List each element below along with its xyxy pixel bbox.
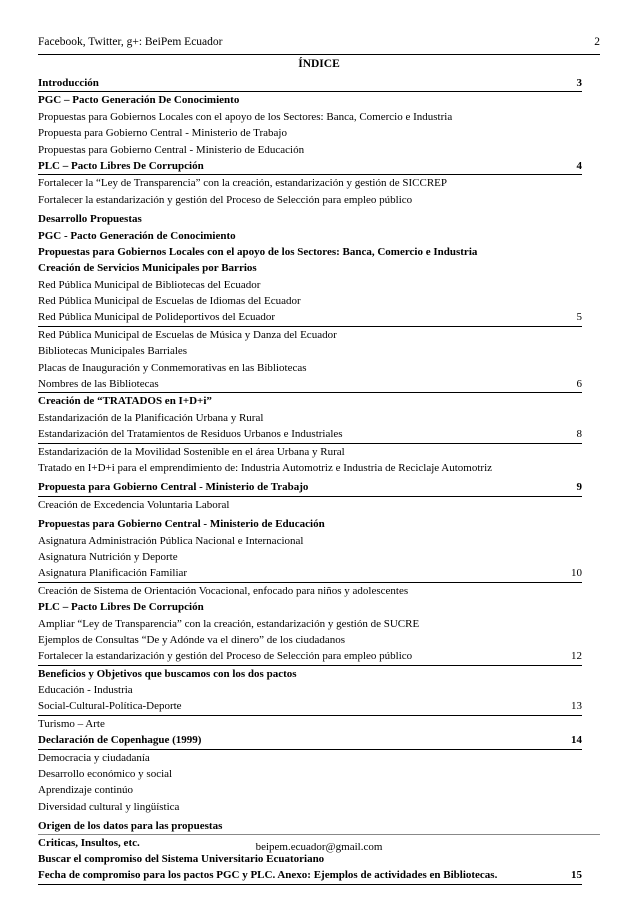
toc-entry-text: Creación de Servicios Municipales por Barrios — [38, 262, 257, 275]
toc-entry-text: Propuesta para Gobierno Central - Ministerio de Trabajo — [38, 127, 287, 140]
toc-entry-text: Fortalecer la estandarización y gestión del Proceso de Selección para empleo público — [38, 650, 413, 663]
toc-entry-text: Estandarización del Tratamientos de Residuos Urbanos e Industriales — [38, 428, 343, 441]
page-header — [38, 36, 600, 55]
toc-entry[interactable] — [38, 228, 582, 244]
toc-entry-text: Introducción — [38, 77, 99, 89]
toc-entry-text: Propuestas para Gobierno Central - Ministerio de Educación — [38, 518, 325, 531]
toc-entry[interactable] — [38, 192, 582, 208]
toc-entry[interactable] — [38, 277, 582, 293]
toc-entry-page-number: 8 — [576, 428, 582, 441]
toc-entry[interactable] — [38, 393, 582, 409]
toc-entry-page-number: 4 — [576, 159, 582, 172]
toc-entry-text: Creación de Excedencia Voluntaria Laboral — [38, 498, 230, 511]
toc-entry[interactable] — [38, 309, 582, 326]
toc-entry-text: Bibliotecas Municipales Barriales — [38, 345, 188, 358]
toc-entry[interactable] — [38, 244, 582, 260]
toc-entry[interactable] — [38, 327, 582, 343]
toc-entry[interactable] — [38, 750, 582, 766]
toc-entry-text: Fortalecer la estandarización y gestión del Proceso de Selección para empleo público — [38, 193, 413, 206]
toc-entry-text: Estandarización de la Planificación Urbana y Rural — [38, 411, 264, 424]
toc-entry[interactable] — [38, 109, 582, 125]
toc-entry-text: PLC – Pacto Libres De Corrupción — [38, 601, 204, 614]
toc-entry[interactable] — [38, 75, 582, 92]
toc-entry[interactable] — [38, 533, 582, 549]
toc-entry[interactable] — [38, 142, 582, 158]
toc-entry[interactable] — [38, 125, 582, 141]
toc-entry-text: Asignatura Administración Pública Nacional e Internacional — [38, 534, 304, 547]
toc-entry[interactable] — [38, 260, 582, 276]
toc-entry-text: Propuestas para Gobierno Central - Ministerio de Educación — [38, 143, 305, 156]
toc-entry-text: Diversidad cultural y lingüística — [38, 800, 180, 813]
toc-entry-text: Social-Cultural-Política-Deporte — [38, 700, 182, 713]
toc-entry[interactable] — [38, 444, 582, 460]
toc-entry[interactable] — [38, 851, 582, 867]
toc-entry-text: Educación - Industria — [38, 684, 133, 697]
toc-entry-text: Fecha de compromiso para los pactos PGC y PLC. Anexo: Ejemplos de actividades en Bibliotecas. — [38, 869, 498, 882]
toc-entry[interactable] — [38, 565, 582, 582]
toc-entry-text: Propuestas para Gobiernos Locales con el apoyo de los Sectores: Banca, Comercio e Industria — [38, 245, 478, 258]
toc-entry-text: Placas de Inauguración y Conmemorativas en las Bibliotecas — [38, 361, 307, 374]
toc-entry-text: Propuesta para Gobierno Central - Ministerio de Trabajo — [38, 481, 309, 494]
toc-entry[interactable] — [38, 497, 582, 513]
toc-entry-page-number: 10 — [571, 567, 582, 580]
toc-entry[interactable] — [38, 549, 582, 565]
toc-entry-text: Turismo – Arte — [38, 717, 105, 730]
toc-entry-text: Democracia y ciudadanía — [38, 751, 150, 764]
toc-entry[interactable] — [38, 682, 582, 698]
toc-entry-page-number: 14 — [571, 734, 582, 747]
toc-entry-text: Creación de Sistema de Orientación Vocacional, enfocado para niños y adolescentes — [38, 584, 409, 597]
toc-entry[interactable] — [38, 666, 582, 682]
toc-entry[interactable] — [38, 799, 582, 815]
toc-entry-text: Red Pública Municipal de Escuelas de Música y Danza del Ecuador — [38, 328, 337, 341]
toc-entry[interactable] — [38, 343, 582, 359]
toc-entry[interactable] — [38, 360, 582, 376]
footer-email: beipem.ecuador@gmail.com — [255, 841, 383, 853]
toc-entry-text: Asignatura Nutrición y Deporte — [38, 550, 178, 563]
toc-entry[interactable] — [38, 632, 582, 648]
toc-entry-text: PGC - Pacto Generación de Conocimiento — [38, 229, 236, 242]
toc-entry-text: Red Pública Municipal de Polideportivos del Ecuador — [38, 311, 276, 324]
toc-entry[interactable] — [38, 92, 582, 108]
toc-entry-text: Asignatura Planificación Familiar — [38, 567, 188, 580]
toc-entry-text: Nombres de las Bibliotecas — [38, 378, 159, 391]
toc-entry[interactable] — [38, 732, 582, 749]
toc-entry[interactable] — [38, 766, 582, 782]
toc-entry-page-number: 13 — [571, 700, 582, 713]
toc-entry-text: Red Pública Municipal de Escuelas de Idiomas del Ecuador — [38, 295, 301, 308]
toc-entry[interactable] — [38, 616, 582, 632]
toc-entry-text: Tratado en I+D+i para el emprendimiento de: Industria Automotriz e Industria de Reciclaje Automotriz — [38, 461, 493, 474]
toc-entry-page-number: 6 — [576, 378, 582, 391]
toc-entry-text: Propuestas para Gobiernos Locales con el apoyo de los Sectores: Banca, Comercio e Industria — [38, 110, 453, 123]
toc-entry[interactable] — [38, 516, 582, 532]
toc-entry[interactable] — [38, 376, 582, 393]
toc-entry[interactable] — [38, 698, 582, 715]
toc-entry[interactable] — [38, 175, 582, 191]
toc-entry-page-number: 15 — [571, 869, 582, 882]
toc-entry[interactable] — [38, 293, 582, 309]
footer-divider — [38, 834, 600, 835]
toc-entry-page-number: 12 — [571, 650, 582, 663]
toc-entry[interactable] — [38, 410, 582, 426]
toc-entry[interactable] — [38, 211, 582, 227]
table-of-contents — [38, 75, 582, 885]
toc-entry[interactable] — [38, 479, 582, 496]
page-title: ÍNDICE — [298, 58, 340, 70]
toc-entry-text: Buscar el compromiso del Sistema Universitario Ecuatoriano — [38, 852, 325, 865]
toc-entry[interactable] — [38, 583, 582, 599]
toc-entry-text: Desarrollo económico y social — [38, 768, 173, 781]
toc-entry-text: Origen de los datos para las propuestas — [38, 820, 223, 833]
toc-entry-text: PLC – Pacto Libres De Corrupción — [38, 159, 204, 172]
toc-entry-text: Desarrollo Propuestas — [38, 213, 142, 226]
toc-entry-text: PGC – Pacto Generación De Conocimiento — [38, 94, 240, 107]
header-page-number: 2 — [594, 36, 600, 48]
toc-entry[interactable] — [38, 158, 582, 175]
header-text: Facebook, Twitter, g+: BeiPem Ecuador — [38, 36, 223, 48]
toc-entry-text: Red Pública Municipal de Bibliotecas del Ecuador — [38, 278, 261, 291]
toc-entry-text: Creación de “TRATADOS en I+D+i” — [38, 395, 212, 408]
toc-entry[interactable] — [38, 867, 582, 884]
toc-entry-page-number: 5 — [576, 311, 582, 324]
toc-entry-text: Beneficios y Objetivos que buscamos con los dos pactos — [38, 667, 297, 680]
toc-entry-text: Fortalecer la “Ley de Transparencia” con la creación, estandarización y gestión de SICCREP — [38, 177, 447, 190]
toc-entry-page-number: 3 — [576, 77, 582, 89]
toc-entry-text: Estandarización de la Movilidad Sostenible en el área Urbana y Rural — [38, 445, 345, 458]
toc-entry[interactable] — [38, 648, 582, 665]
toc-entry[interactable] — [38, 818, 582, 834]
toc-entry-text: Ampliar “Ley de Transparencia” con la creación, estandarización y gestión de SUCRE — [38, 617, 420, 630]
toc-entry-text: Criticas, Insultos, etc. — [38, 836, 140, 849]
toc-entry[interactable] — [38, 460, 582, 476]
toc-entry-text: Ejemplos de Consultas “De y Adónde va el dinero” de los ciudadanos — [38, 633, 346, 646]
toc-entry[interactable] — [38, 782, 582, 798]
toc-entry-text: Aprendizaje continúo — [38, 784, 133, 797]
toc-entry[interactable] — [38, 426, 582, 443]
toc-entry[interactable] — [38, 599, 582, 615]
toc-entry[interactable] — [38, 716, 582, 732]
toc-entry-page-number: 9 — [576, 481, 582, 494]
toc-entry-text: Declaración de Copenhague (1999) — [38, 734, 202, 747]
